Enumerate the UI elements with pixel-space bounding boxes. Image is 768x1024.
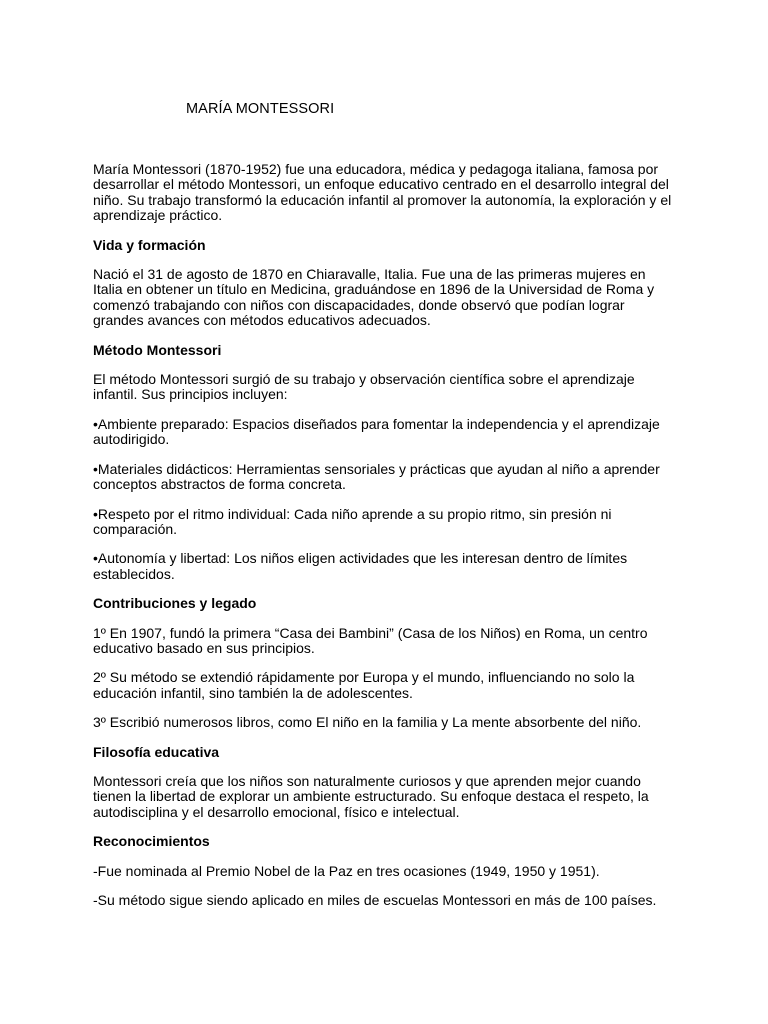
paragraph-metodo-intro: El método Montessori surgió de su trabajo y observación científica sobre el aprendizaje infantil. Sus principios incluyen: xyxy=(93,371,635,403)
document-title: MARÍA MONTESSORI xyxy=(186,101,335,117)
intro-paragraph: María Montessori (1870-1952) fue una educadora, médica y pedagoga italiana, famosa por desarrollar el método Montessori, un enfoque educativo centrado en el desarrollo integral del niño. Su trabajo transformó la educación infantil al promover la autonomía, la exploración y el aprendizaje práctico. xyxy=(93,161,672,224)
section-heading-vida: Vida y formación xyxy=(93,236,206,253)
item-contribucion-1: 1º En 1907, fundó la primera “Casa dei Bambini” (Casa de los Niños) en Roma, un centro educativo basado en sus principios. xyxy=(93,624,648,656)
item-contribucion-2: 2º Su método se extendió rápidamente por Europa y el mundo, influenciando no solo la educación infantil, sino también la de adolescentes. xyxy=(93,669,635,701)
paragraph-vida: Nació el 31 de agosto de 1870 en Chiaravalle, Italia. Fue una de las primeras mujeres en Italia en obtener un título en Medicina, graduándose en 1896 de la Universidad de Roma y comenzó trabajando con niños con discapacidades, donde observó que podían lograr grandes avances con métodos educativos adecuados. xyxy=(93,266,655,329)
bullet-materiales: •Materiales didácticos: Herramientas sensoriales y prácticas que ayudan al niño a aprender conceptos abstractos de forma concreta. xyxy=(93,460,660,493)
item-reconocimiento-1: -Fue nominada al Premio Nobel de la Paz en tres ocasiones (1949, 1950 y 1951). xyxy=(93,862,600,879)
section-heading-reconocimientos: Reconocimientos xyxy=(93,833,210,850)
bullet-ambiente: •Ambiente preparado: Espacios diseñados para fomentar la independencia y el aprendizaje autodirigido. xyxy=(93,415,660,448)
section-heading-contribuciones: Contribuciones y legado xyxy=(93,595,257,612)
paragraph-filosofia: Montessori creía que los niños son naturalmente curiosos y que aprenden mejor cuando tienen la libertad de explorar un ambiente estructurado. Su enfoque destaca el respeto, la autodisciplina y el desarrollo emocional, físico e intelectual. xyxy=(93,772,649,820)
section-heading-metodo: Método Montessori xyxy=(93,341,222,358)
item-contribucion-3: 3º Escribió numerosos libros, como El niño en la familia y La mente absorbente del niño. xyxy=(93,714,642,731)
bullet-autonomia: •Autonomía y libertad: Los niños eligen actividades que les interesan dentro de límites establecidos. xyxy=(93,550,628,582)
item-reconocimiento-2: -Su método sigue siendo aplicado en miles de escuelas Montessori en más de 100 países. xyxy=(93,892,657,908)
document-body xyxy=(93,162,678,908)
bullet-respeto: •Respeto por el ritmo individual: Cada niño aprende a su propio ritmo, sin presión ni comparación. xyxy=(93,505,612,537)
section-heading-filosofia: Filosofía educativa xyxy=(93,743,220,760)
